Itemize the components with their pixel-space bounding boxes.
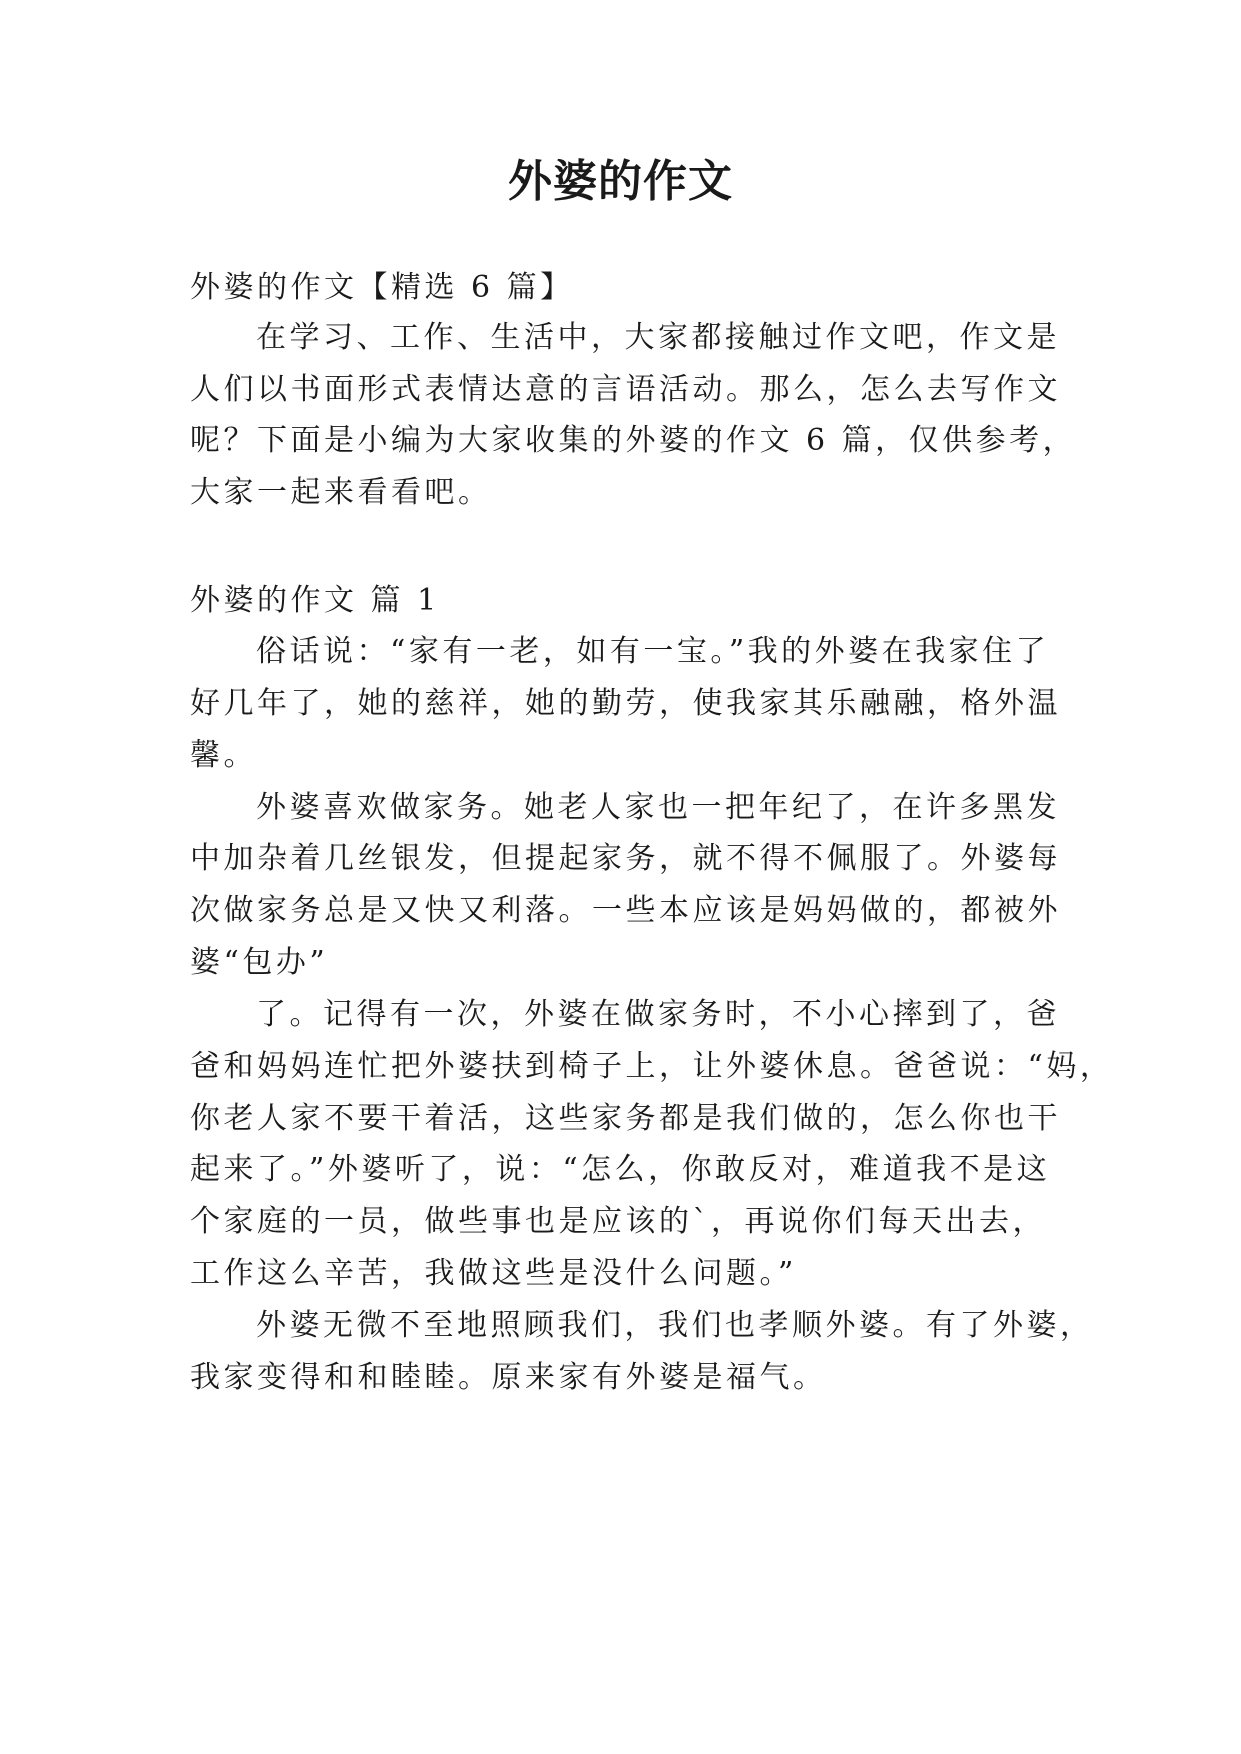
paragraph-line: 工作这么辛苦，我做这些是没什么问题。” <box>190 1256 797 1291</box>
document-subtitle: 外婆的作文【精选 6 篇】 <box>190 270 574 305</box>
intro-line: 大家一起来看看吧。 <box>190 475 492 510</box>
paragraph-line: 外婆喜欢做家务。她老人家也一把年纪了，在许多黑发 <box>256 790 1060 825</box>
paragraph-line: 爸和妈妈连忙把外婆扶到椅子上，让外婆休息。爸爸说：“妈， <box>190 1049 1114 1084</box>
paragraph-line: 我家变得和和睦睦。原来家有外婆是福气。 <box>190 1360 827 1395</box>
intro-line: 呢？下面是小编为大家收集的外婆的作文 6 篇，仅供参考， <box>190 423 1077 458</box>
paragraph-line: 了。记得有一次，外婆在做家务时，不小心摔到了，爸 <box>256 997 1060 1032</box>
paragraph-line: 个家庭的一员，做些事也是应该的`，再说你们每天出去， <box>190 1204 1046 1239</box>
intro-line: 人们以书面形式表情达意的言语活动。那么，怎么去写作文 <box>190 372 1061 407</box>
intro-line: 在学习、工作、生活中，大家都接触过作文吧，作文是 <box>256 320 1060 355</box>
paragraph-line: 俗话说：“家有一老，如有一宝。”我的外婆在我家住了 <box>256 634 1050 669</box>
paragraph-line: 你老人家不要干着活，这些家务都是我们做的，怎么你也干 <box>190 1101 1061 1136</box>
paragraph-line: 中加杂着几丝银发，但提起家务，就不得不佩服了。外婆每 <box>190 841 1061 876</box>
document-title: 外婆的作文 <box>508 156 733 207</box>
paragraph-line: 馨。 <box>190 738 257 773</box>
paragraph-line: 好几年了，她的慈祥，她的勤劳，使我家其乐融融，格外温 <box>190 686 1061 721</box>
paragraph-line: 婆“包办” <box>190 945 329 980</box>
paragraph-line: 起来了。”外婆听了，说：“怎么，你敢反对，难道我不是这 <box>190 1152 1051 1187</box>
paragraph-line: 次做家务总是又快又利落。一些本应该是妈妈做的，都被外 <box>190 893 1061 928</box>
paragraph-line: 外婆无微不至地照顾我们，我们也孝顺外婆。有了外婆， <box>256 1308 1094 1343</box>
section-heading: 外婆的作文 篇 1 <box>190 583 440 618</box>
